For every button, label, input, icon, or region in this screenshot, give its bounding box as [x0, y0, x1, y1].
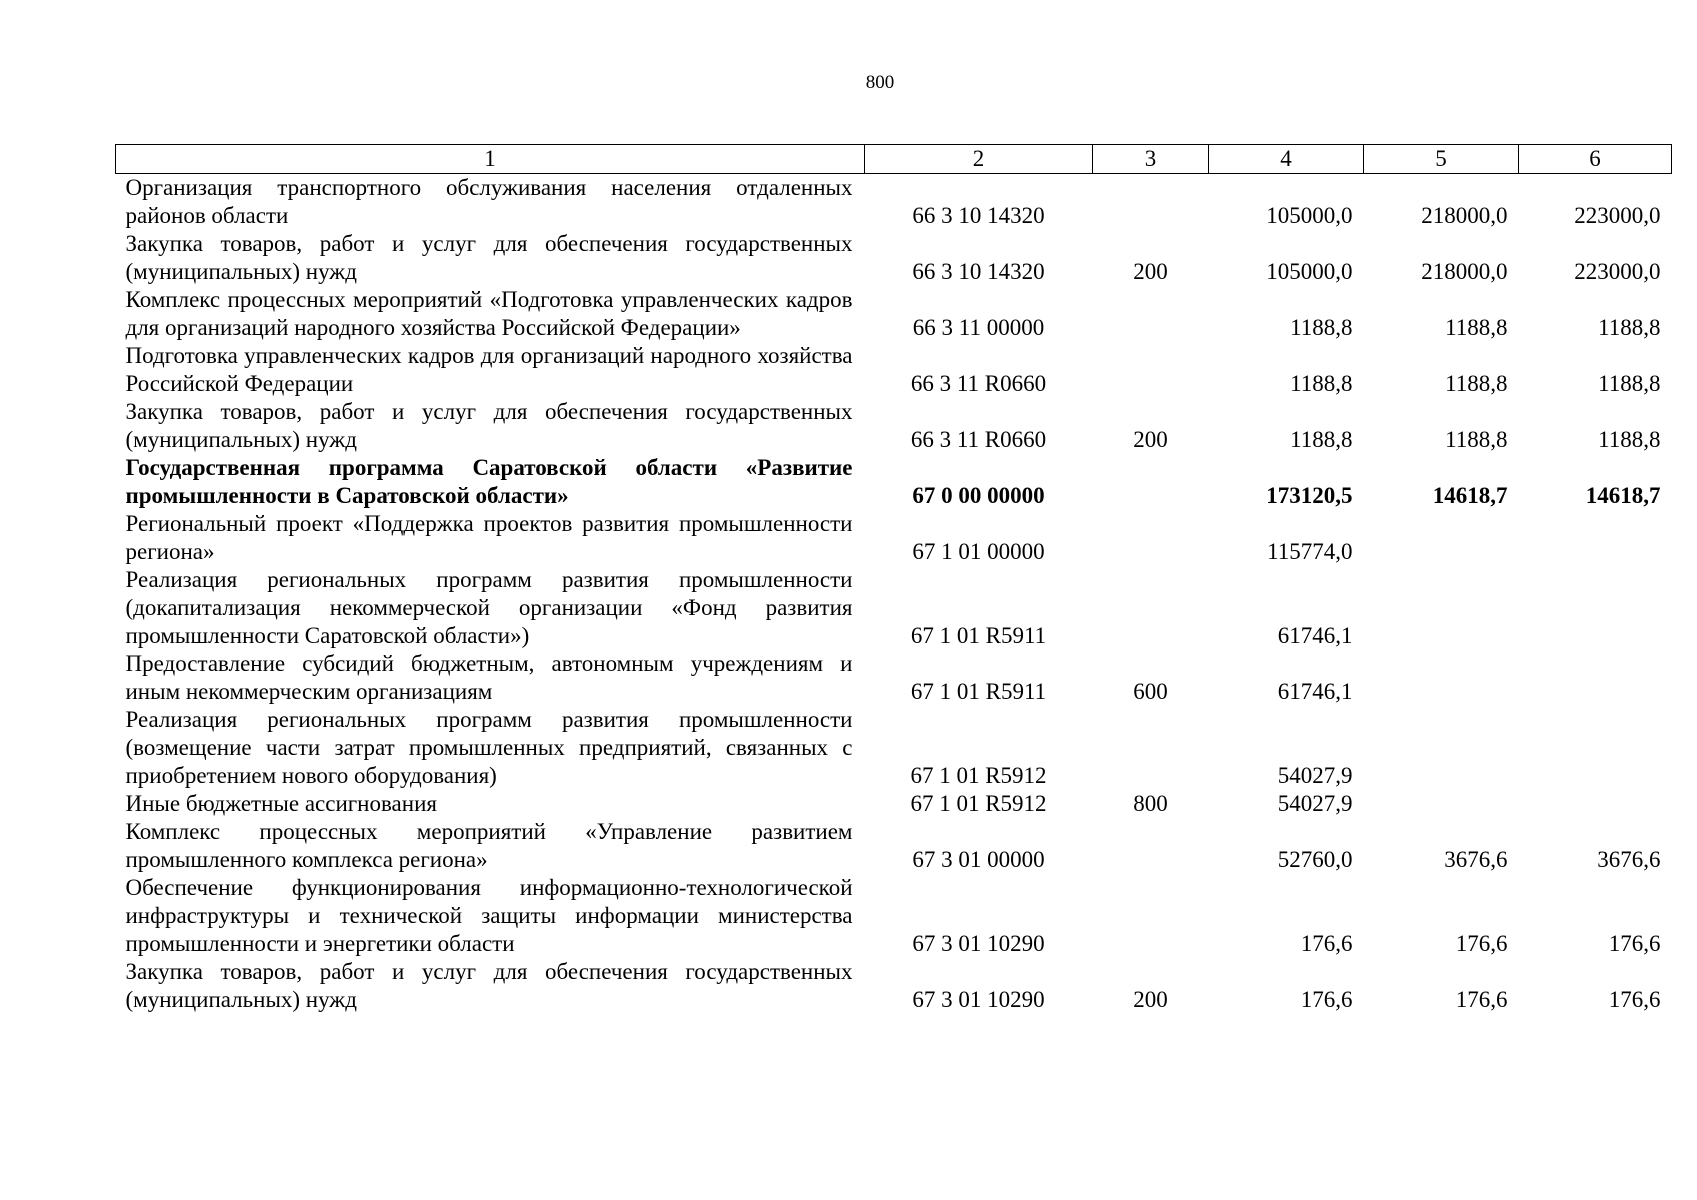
row-value-col4: 1188,8: [1290, 315, 1353, 340]
row-value-col6: [1519, 510, 1672, 566]
row-code: 67 1 01 R5912: [910, 791, 1047, 816]
row-value-col6: [1519, 706, 1672, 790]
row-expense-type: 800: [1133, 791, 1168, 816]
row-expense-type: [1093, 286, 1209, 342]
row-value-col6: [1519, 650, 1672, 706]
row-value-col5: 218000,0: [1421, 203, 1508, 228]
row-name: Предоставление субсидий бюджетным, автономным учреждениям и иным некоммерческим организациям: [125, 651, 853, 704]
row-code: 67 0 00 00000: [912, 483, 1045, 508]
row-value-col6: 14618,7: [1585, 483, 1661, 508]
row-name: Организация транспортного обслуживания населения отдаленных районов области: [125, 175, 853, 228]
table-row: [116, 398, 1672, 454]
row-code: 67 3 01 00000: [912, 847, 1045, 872]
row-name: Реализация региональных программ развития промышленности (возмещение части затрат промышленных предприятий, связанных с приобретением нового оборудования): [125, 707, 853, 788]
row-value-col5: 1188,8: [1445, 427, 1508, 452]
header-col-4: 4: [1209, 145, 1364, 174]
row-value-col4: 176,6: [1300, 987, 1353, 1012]
row-expense-type: 600: [1133, 679, 1168, 704]
row-value-col5: [1364, 510, 1519, 566]
table-row: [116, 790, 1672, 818]
row-value-col4: 176,6: [1300, 931, 1353, 956]
table-row: [116, 286, 1672, 342]
row-name: Реализация региональных программ развития промышленности (докапитализация некоммерческой организации «Фонд развития промышленности Саратовской области»): [125, 567, 853, 648]
row-value-col5: 176,6: [1455, 931, 1508, 956]
row-code: 67 1 01 00000: [912, 539, 1045, 564]
row-name: Государственная программа Саратовской области «Развитие промышленности в Саратовской области»: [125, 455, 853, 508]
table-row: [116, 342, 1672, 398]
row-value-col6: 1188,8: [1598, 315, 1661, 340]
table-row: [116, 174, 1672, 231]
row-expense-type: [1093, 454, 1209, 510]
row-value-col5: [1364, 650, 1519, 706]
row-value-col5: 1188,8: [1445, 315, 1508, 340]
row-value-col5: [1364, 566, 1519, 650]
row-name: Комплекс процессных мероприятий «Подготовка управленческих кадров для организаций народного хозяйства Российской Федерации»: [125, 287, 853, 340]
row-value-col4: 1188,8: [1290, 371, 1353, 396]
table-header: [116, 145, 1672, 174]
row-expense-type: [1093, 566, 1209, 650]
table-row: [116, 510, 1672, 566]
row-value-col5: [1364, 790, 1519, 818]
row-code: 66 3 11 00000: [912, 315, 1045, 340]
row-expense-type: [1093, 706, 1209, 790]
row-expense-type: [1093, 874, 1209, 958]
row-name: Закупка товаров, работ и услуг для обеспечения государственных (муниципальных) нужд: [125, 959, 853, 1012]
row-value-col6: 1188,8: [1598, 427, 1661, 452]
row-code: 67 1 01 R5911: [910, 679, 1047, 704]
row-value-col4: 61746,1: [1277, 679, 1353, 704]
header-col-6: 6: [1519, 145, 1672, 174]
row-code: 67 3 01 10290: [912, 931, 1045, 956]
header-col-5: 5: [1364, 145, 1519, 174]
row-expense-type: [1093, 174, 1209, 231]
row-value-col6: 3676,6: [1597, 847, 1661, 872]
row-code: 66 3 10 14320: [912, 259, 1045, 284]
header-row: [116, 145, 1672, 174]
row-value-col5: 14618,7: [1432, 483, 1508, 508]
row-value-col4: 61746,1: [1277, 623, 1353, 648]
table-row: [116, 454, 1672, 510]
row-value-col6: 176,6: [1608, 987, 1661, 1012]
table-row: [116, 818, 1672, 874]
row-value-col6: [1519, 566, 1672, 650]
row-code: 67 3 01 10290: [912, 987, 1045, 1012]
row-expense-type: 200: [1133, 987, 1168, 1012]
row-value-col6: 1188,8: [1598, 371, 1661, 396]
header-col-1: 1: [116, 145, 865, 174]
table-row: [116, 230, 1672, 286]
row-name: Закупка товаров, работ и услуг для обеспечения государственных (муниципальных) нужд: [125, 231, 853, 284]
row-code: 67 1 01 R5912: [910, 763, 1047, 788]
budget-table: [115, 144, 1672, 1014]
table-row: [116, 874, 1672, 958]
row-value-col5: [1364, 706, 1519, 790]
table-row: [116, 706, 1672, 790]
row-name: Закупка товаров, работ и услуг для обеспечения государственных (муниципальных) нужд: [125, 399, 853, 452]
table-row: [116, 566, 1672, 650]
row-value-col5: 1188,8: [1445, 371, 1508, 396]
row-value-col4: 115774,0: [1267, 539, 1353, 564]
row-expense-type: [1093, 342, 1209, 398]
row-code: 67 1 01 R5911: [910, 623, 1047, 648]
row-value-col5: 218000,0: [1421, 259, 1508, 284]
row-value-col6: 223000,0: [1574, 203, 1661, 228]
header-col-2: 2: [865, 145, 1093, 174]
row-code: 66 3 11 R0660: [910, 427, 1047, 452]
row-value-col4: 105000,0: [1266, 203, 1353, 228]
row-code: 66 3 11 R0660: [910, 371, 1047, 396]
table-row: [116, 958, 1672, 1014]
header-col-3: 3: [1093, 145, 1209, 174]
row-expense-type: [1093, 818, 1209, 874]
row-value-col4: 54027,9: [1277, 763, 1353, 788]
row-name: Комплекс процессных мероприятий «Управление развитием промышленного комплекса региона»: [125, 819, 853, 872]
row-value-col4: 1188,8: [1290, 427, 1353, 452]
row-value-col6: 223000,0: [1574, 259, 1661, 284]
row-value-col4: 173120,5: [1266, 483, 1353, 508]
row-code: 66 3 10 14320: [912, 203, 1045, 228]
row-expense-type: 200: [1133, 259, 1168, 284]
row-value-col6: 176,6: [1608, 931, 1661, 956]
row-value-col5: 3676,6: [1444, 847, 1508, 872]
row-value-col4: 54027,9: [1277, 791, 1353, 816]
table-row: [116, 650, 1672, 706]
row-value-col4: 52760,0: [1277, 847, 1353, 872]
row-name: Подготовка управленческих кадров для организаций народного хозяйства Российской Федерации: [125, 343, 853, 396]
row-name: Обеспечение функционирования информационно-технологической инфраструктуры и технической защиты информации министерства промышленности и энергетики области: [125, 875, 853, 956]
row-value-col6: [1519, 790, 1672, 818]
row-value-col4: 105000,0: [1266, 259, 1353, 284]
row-expense-type: [1093, 510, 1209, 566]
row-name: Региональный проект «Поддержка проектов развития промышленности региона»: [125, 511, 853, 564]
table-body: [116, 174, 1672, 1015]
row-name: Иные бюджетные ассигнования: [125, 791, 437, 816]
page-number: 800: [865, 72, 895, 93]
row-value-col5: 176,6: [1455, 987, 1508, 1012]
row-expense-type: 200: [1133, 427, 1168, 452]
